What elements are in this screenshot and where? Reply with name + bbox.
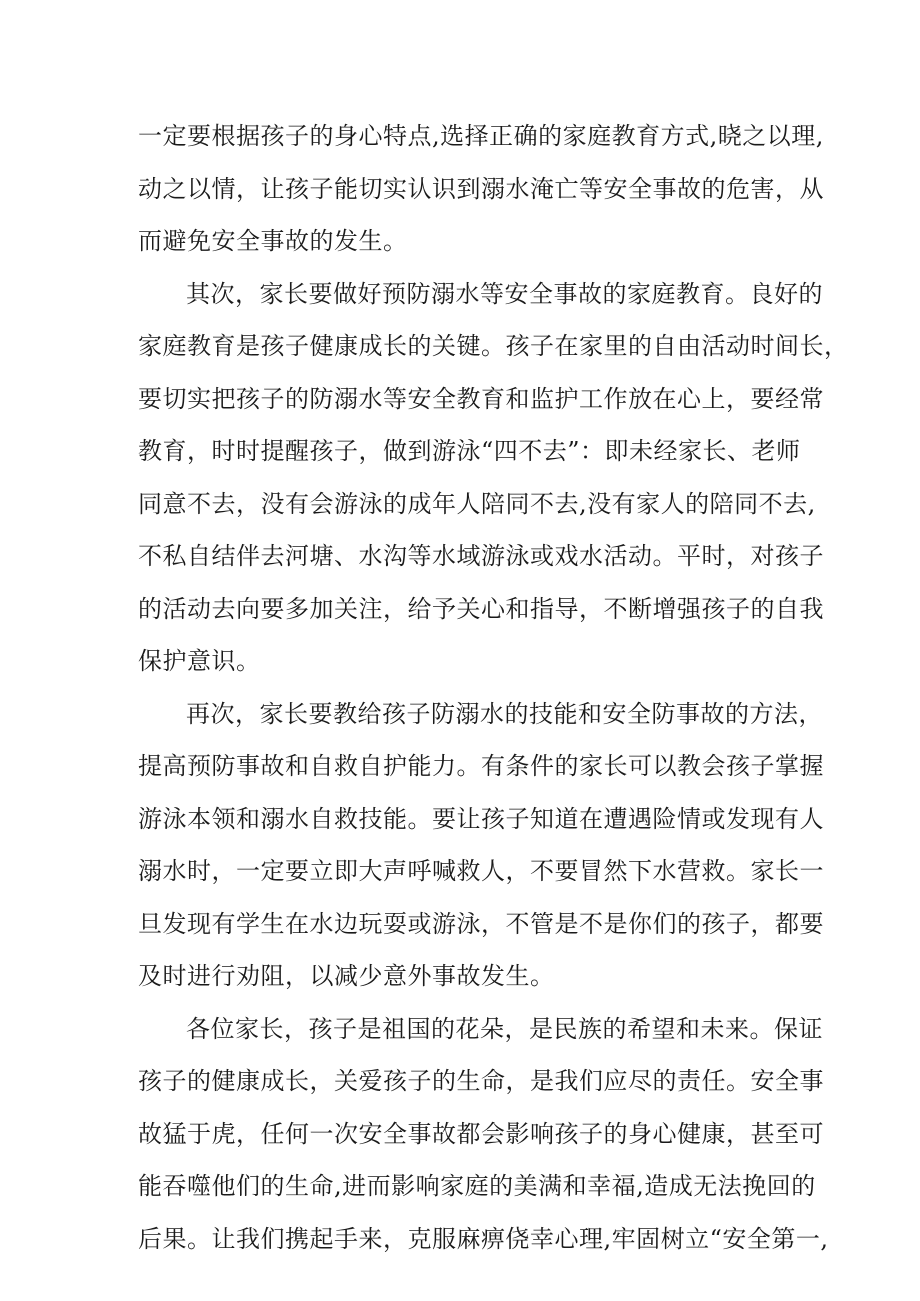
paragraph-2 bbox=[138, 268, 849, 688]
text-line: 后果。让我们携起手来，克服麻痹侥幸心理,牢固树立“安全第一, bbox=[138, 1224, 829, 1253]
text-line: 旦发现有学生在水边玩耍或游泳，不管是不是你们的孩子，都要 bbox=[138, 909, 824, 938]
text-line: 要切实把孩子的防溺水等安全教育和监护工作放在心上，要经常 bbox=[138, 384, 824, 413]
paragraph-1 bbox=[138, 110, 824, 268]
text-line: 溺水时，一定要立即大声呼喊救人，不要冒然下水营救。家长一 bbox=[138, 857, 824, 885]
text-line: 再次，家长要教给孩子防溺水的技能和安全防事故的方法， bbox=[186, 699, 823, 728]
paragraph-3 bbox=[138, 688, 824, 1003]
text-line: 动之以情，让孩子能切实认识到溺水淹亡等安全事故的危害，从 bbox=[138, 174, 824, 203]
text-line: 同意不去，没有会游泳的成年人陪同不去,没有家人的陪同不去, bbox=[138, 489, 816, 518]
text-line: 游泳本领和溺水自救技能。要让孩子知道在遭遇险情或发现有人 bbox=[138, 804, 824, 833]
paragraph-4 bbox=[138, 1003, 829, 1266]
text-line: 保护意识。 bbox=[138, 647, 261, 675]
text-line: 提高预防事故和自救自护能力。有条件的家长可以教会孩子掌握 bbox=[138, 752, 824, 780]
text-line: 而避免安全事故的发生。 bbox=[138, 227, 408, 255]
text-line: 教育，时时提醒孩子，做到游泳“四不去”：即未经家长、老师 bbox=[138, 437, 801, 465]
text-line: 各位家长，孩子是祖国的花朵，是民族的希望和未来。保证 bbox=[186, 1014, 823, 1043]
text-line: 孩子的健康成长，关爱孩子的生命，是我们应尽的责任。安全事 bbox=[138, 1067, 824, 1095]
text-line: 故猛于虎，任何一次安全事故都会影响孩子的身心健康，甚至可 bbox=[138, 1119, 824, 1148]
body-text bbox=[138, 110, 849, 1265]
text-line: 其次，家长要做好预防溺水等安全事故的家庭教育。良好的 bbox=[186, 279, 823, 308]
text-line: 不私自结伴去河塘、水沟等水域游泳或戏水活动。平时，对孩子 bbox=[138, 542, 824, 570]
text-line: 家庭教育是孩子健康成长的关键。孩子在家里的自由活动时间长， bbox=[138, 332, 849, 360]
text-line: 能吞噬他们的生命,进而影响家庭的美满和幸福,造成无法挽回的 bbox=[138, 1172, 816, 1200]
text-line: 及时进行劝阻，以减少意外事故发生。 bbox=[138, 962, 555, 990]
text-line: 一定要根据孩子的身心特点,选择正确的家庭教育方式,晓之以理, bbox=[138, 122, 824, 150]
text-line: 的活动去向要多加关注，给予关心和指导，不断增强孩子的自我 bbox=[138, 594, 824, 623]
